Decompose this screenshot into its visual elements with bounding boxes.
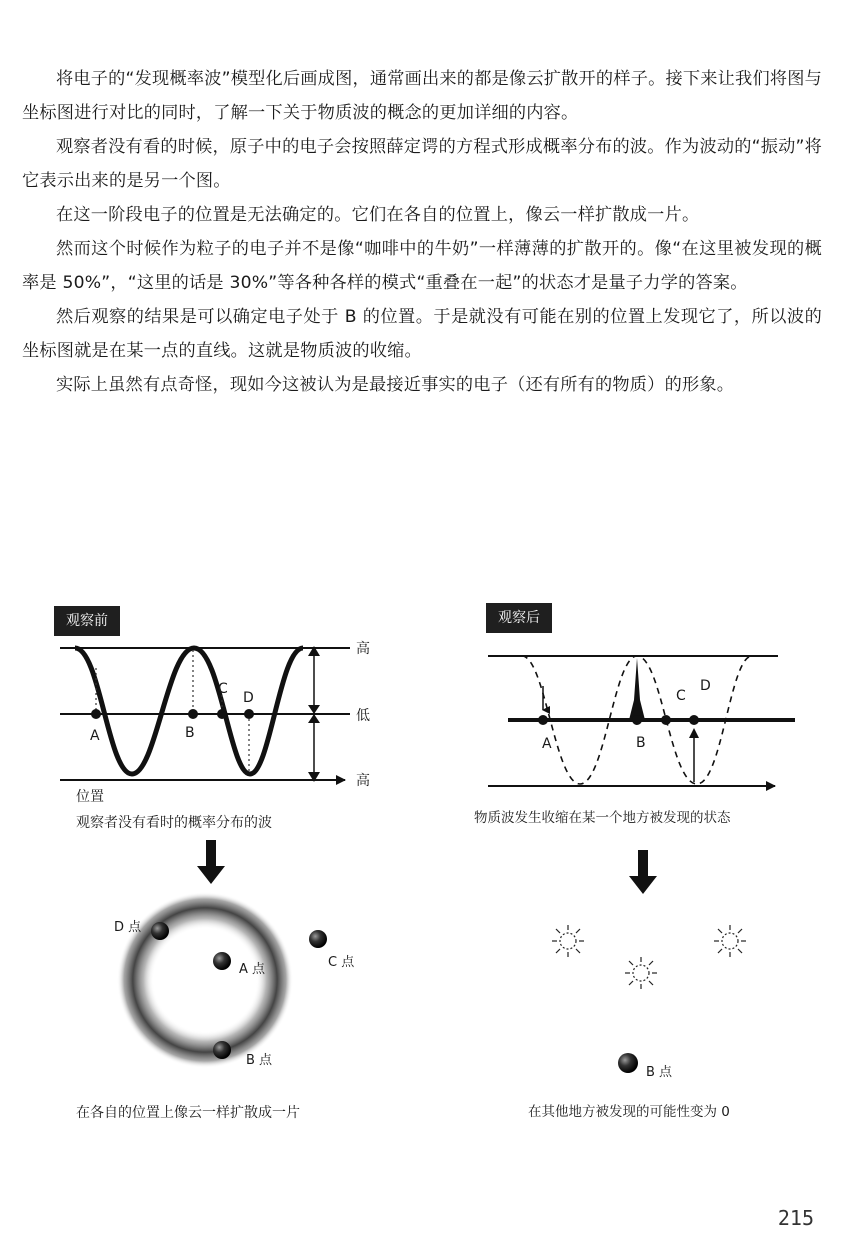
vanished-marker-2 [714, 925, 746, 957]
right-label-d: D [700, 678, 711, 694]
paragraph-6: 实际上虽然有点奇怪，现如今这被认为是最接近事实的电子（还有所有的物质）的形象。 [56, 375, 735, 395]
paragraph-1: 将电子的“发现概率波”模型化后画成图，通常画出来的都是像云扩散开的样子。接下来让我们将图与坐标图进行对比的同时，了解一下关于物质波的概念的更加详细的内容。 [22, 69, 822, 123]
result-caption: 在其他地方被发现的可能性变为 0 [528, 1104, 730, 1120]
cloud-caption: 在各自的位置上像云一样扩散成一片 [76, 1105, 300, 1121]
axis-low: 低 [356, 708, 370, 724]
paragraph-5: 然后观察的结果是可以确定电子处于 B 的位置。于是就没有可能在别的位置上发现它了，所以波的坐标图就是在某一点的直线。这就是物质波的收缩。 [22, 307, 822, 361]
vanished-marker-3 [625, 957, 657, 989]
left-down-arrow [197, 840, 225, 884]
electron-cloud [117, 892, 327, 1068]
found-label-b: B 点 [646, 1065, 673, 1080]
label-point-b: B [185, 725, 195, 741]
right-point-a [538, 715, 548, 725]
cloud-label-c: C 点 [328, 955, 355, 970]
paragraph-4: 然而这个时候作为粒子的电子并不是像“咖啡中的牛奶”一样薄薄的扩散开的。像“在这里被发现的概率是 50%”，“这里的话是 30%”等各种各样的模式“重叠在一起”的状态才是量子力学的答案。 [22, 239, 822, 293]
label-point-a: A [90, 728, 100, 744]
right-label-c: C [676, 688, 686, 704]
right-down-arrow [629, 850, 657, 894]
vanished-markers [552, 925, 746, 989]
axis-high-top: 高 [356, 641, 370, 657]
point-d [244, 709, 254, 719]
right-point-b [632, 715, 642, 725]
cloud-ring [117, 892, 293, 1068]
cloud-label-b: B 点 [246, 1053, 273, 1068]
right-label-b: B [636, 735, 646, 751]
ball-d [151, 922, 169, 940]
after-observation-header: 观察后 [486, 603, 552, 633]
ball-c [309, 930, 327, 948]
cloud-label-a: A 点 [239, 962, 266, 977]
right-wave-caption: 物质波发生收缩在某一个地方被发现的状态 [474, 810, 731, 826]
label-point-d: D [243, 690, 254, 706]
ball-b [213, 1041, 231, 1059]
point-c [217, 709, 227, 719]
before-observation-header: 观察前 [54, 606, 120, 636]
label-point-c: C [218, 681, 228, 697]
left-wave-caption: 观察者没有看时的概率分布的波 [76, 815, 272, 831]
ball-a [213, 952, 231, 970]
right-point-c [661, 715, 671, 725]
x-axis-label: 位置 [76, 789, 104, 805]
up-arrow-d-head [689, 728, 699, 738]
axis-high-bottom: 高 [356, 773, 370, 789]
point-a [91, 709, 101, 719]
collapse-spike [629, 658, 645, 720]
found-ball-b [618, 1053, 638, 1073]
left-wave-diagram [60, 646, 350, 782]
vanished-marker-1 [552, 925, 584, 957]
paragraph-3: 在这一阶段电子的位置是无法确定的。它们在各自的位置上，像云一样扩散成一片。 [56, 205, 700, 225]
right-label-a: A [542, 736, 552, 752]
right-point-d [689, 715, 699, 725]
cloud-label-d: D 点 [114, 920, 142, 935]
paragraph-2: 观察者没有看的时候，原子中的电子会按照薛定谔的方程式形成概率分布的波。作为波动的“振动”将它表示出来的是另一个图。 [22, 137, 822, 191]
right-wave-diagram [488, 656, 795, 786]
page-number: 215 [777, 1206, 814, 1230]
point-b [188, 709, 198, 719]
